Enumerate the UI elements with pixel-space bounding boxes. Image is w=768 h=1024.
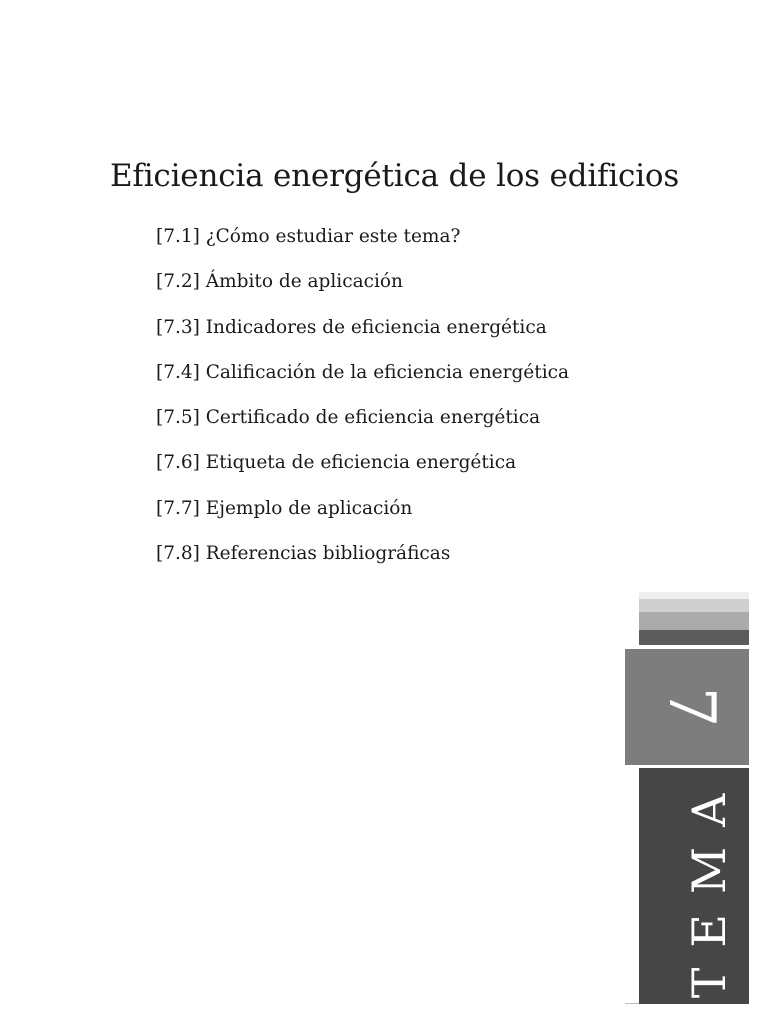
chapter-number-box xyxy=(625,649,749,765)
toc-item-7-2: [7.2] Ámbito de aplicación xyxy=(156,271,403,293)
toc-item-7-5: [7.5] Certificado de eficiencia energética xyxy=(156,407,541,429)
toc-item-7-6: [7.6] Etiqueta de eficiencia energética xyxy=(156,452,517,474)
decorative-stripe xyxy=(639,630,749,645)
toc-item-7-1: [7.1] ¿Cómo estudiar este tema? xyxy=(156,226,461,247)
decorative-stripe xyxy=(639,592,749,599)
chapter-label: TEMA xyxy=(682,773,736,999)
divider xyxy=(625,1003,639,1004)
toc-item-7-3: [7.3] Indicadores de eficiencia energética xyxy=(156,316,547,338)
decorative-stripe xyxy=(639,599,749,612)
toc-item-7-7: [7.7] Ejemplo de aplicación xyxy=(156,497,413,519)
chapter-label-box xyxy=(639,768,749,1004)
page-title: Eficiencia energética de los edificios xyxy=(110,158,680,194)
table-of-contents xyxy=(156,226,569,588)
decorative-stripe xyxy=(639,612,749,630)
toc-item-7-8: [7.8] Referencias bibliográficas xyxy=(156,543,451,565)
chapter-number: 7 xyxy=(654,686,729,728)
toc-item-7-4: [7.4] Calificación de la eficiencia energética xyxy=(156,361,569,383)
